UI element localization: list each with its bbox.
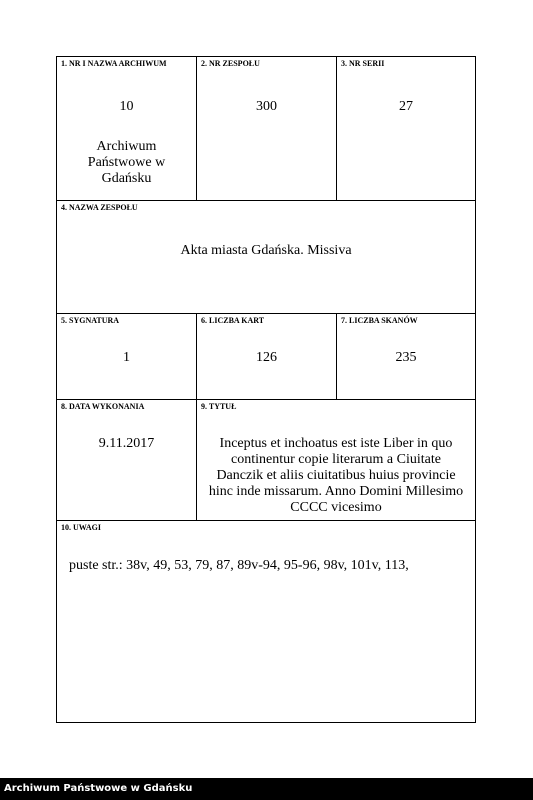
notes-label: 10. UWAGI	[61, 523, 102, 532]
fonds-no: 300	[256, 99, 277, 114]
cell-signature	[57, 314, 197, 399]
cell-title	[197, 400, 475, 520]
cards-label: 6. LICZBA KART	[201, 316, 265, 325]
cell-archive	[57, 57, 197, 200]
footer-bar	[0, 778, 533, 800]
cards: 126	[256, 350, 277, 365]
archive-name: Archiwum Państwowe w Gdańsku	[87, 139, 166, 186]
row-counts	[57, 314, 475, 400]
date-label: 8. DATA WYKONANIA	[61, 402, 145, 411]
cell-scans	[337, 314, 475, 399]
footer-text: Archiwum Państwowe w Gdańsku	[4, 783, 193, 794]
fonds-name: Akta miasta Gdańska. Missiva	[180, 243, 352, 258]
cell-cards	[197, 314, 337, 399]
cell-fonds-name	[57, 201, 475, 313]
signature-label: 5. SYGNATURA	[61, 316, 120, 325]
title: Inceptus et inchoatus est iste Liber in quo continentur copie literarum a Ciuitate Danczik et aliis ciuitatibus huius provincie hinc inde missarum. Anno Domini Millesimo CCCC vicesimo	[208, 436, 464, 515]
row-fonds-name	[57, 201, 475, 314]
cell-series	[337, 57, 475, 200]
archive-label: 1. NR I NAZWA ARCHIWUM	[61, 59, 167, 68]
notes: puste str.: 38v, 49, 53, 79, 87, 89v-94, 95-96, 98v, 101v, 113,	[69, 558, 409, 573]
fonds-name-label: 4. NAZWA ZESPOŁU	[61, 203, 138, 212]
archive-number: 10	[119, 99, 134, 114]
series-no: 27	[399, 99, 413, 114]
row-date-title	[57, 400, 475, 521]
title-label: 9. TYTUŁ	[201, 402, 237, 411]
row-notes	[57, 521, 475, 722]
cell-notes	[57, 521, 475, 722]
date: 9.11.2017	[98, 436, 155, 451]
series-label: 3. NR SERII	[341, 59, 385, 68]
row-archive	[57, 57, 475, 201]
scans-label: 7. LICZBA SKANÓW	[341, 316, 418, 325]
scans: 235	[395, 350, 417, 365]
cell-fonds-no	[197, 57, 337, 200]
record-sheet	[56, 56, 476, 723]
fonds-no-label: 2. NR ZESPOŁU	[201, 59, 260, 68]
cell-date	[57, 400, 197, 520]
signature: 1	[123, 350, 130, 365]
